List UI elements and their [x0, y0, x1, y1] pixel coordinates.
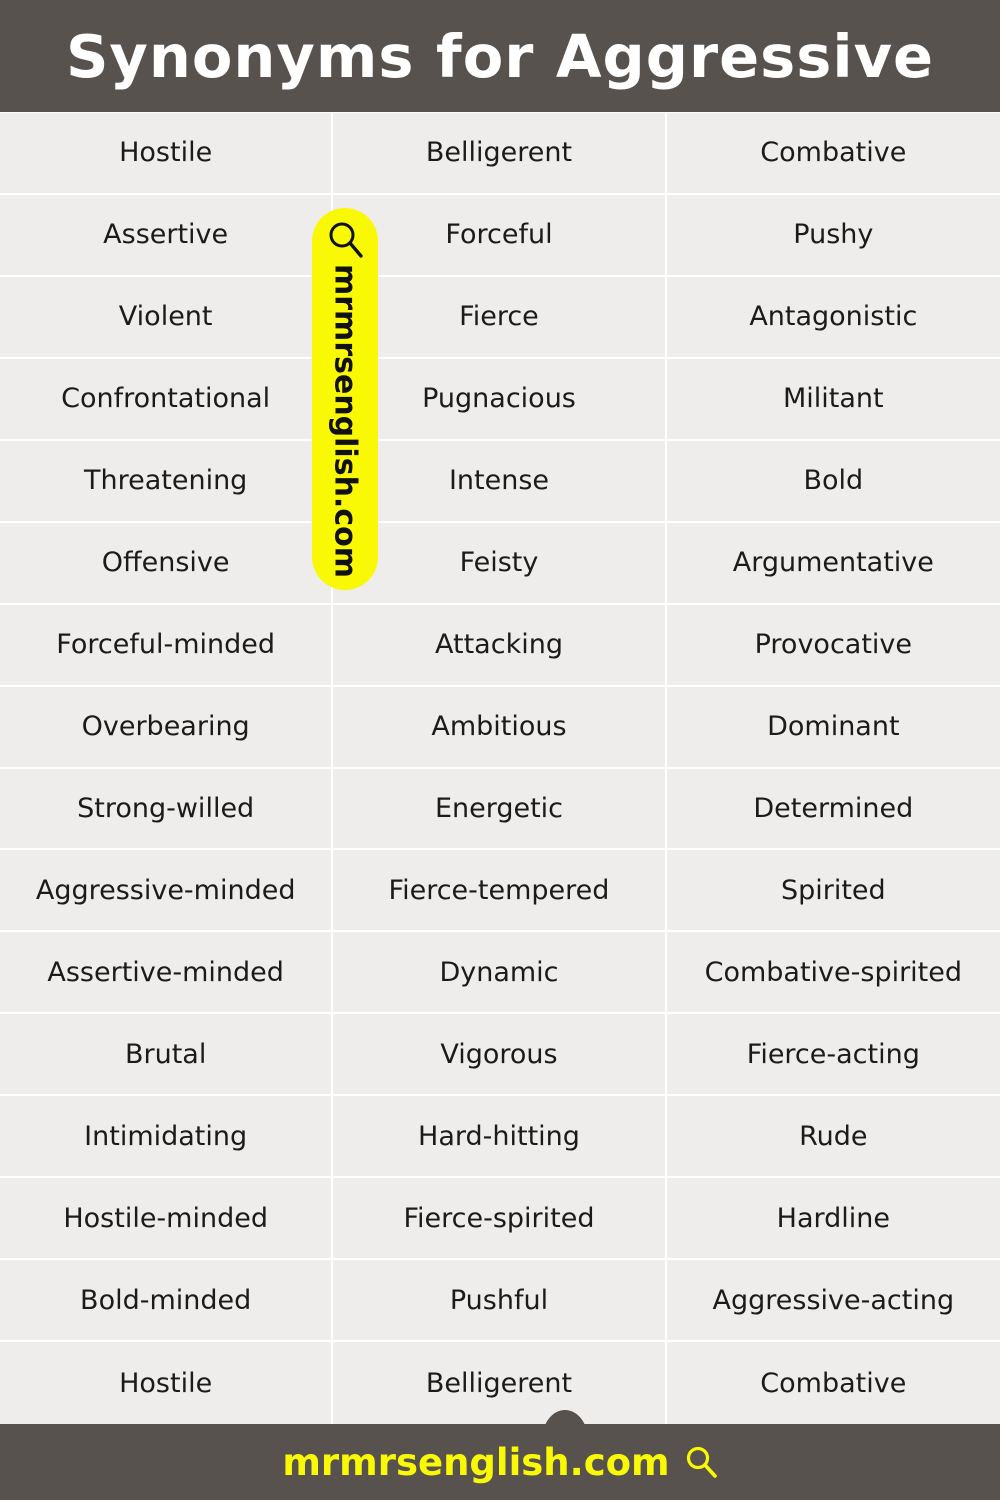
synonym-cell: Energetic	[333, 769, 666, 851]
search-icon	[684, 1445, 718, 1479]
synonym-cell: Forceful-minded	[0, 605, 333, 687]
synonym-cell: Assertive	[0, 195, 333, 277]
synonym-cell: Confrontational	[0, 359, 333, 441]
synonym-cell: Hostile	[0, 1342, 333, 1424]
synonym-cell: Rude	[667, 1096, 1000, 1178]
synonym-cell: Hostile	[0, 113, 333, 195]
synonym-cell: Antagonistic	[667, 277, 1000, 359]
synonym-cell: Argumentative	[667, 523, 1000, 605]
synonym-cell: Overbearing	[0, 687, 333, 769]
synonym-cell: Forceful	[333, 195, 666, 277]
table-row	[0, 605, 1000, 687]
synonym-cell: Hard-hitting	[333, 1096, 666, 1178]
synonym-cell: Bold-minded	[0, 1260, 333, 1342]
synonym-cell: Fierce	[333, 277, 666, 359]
synonym-cell: Combative-spirited	[667, 932, 1000, 1014]
synonym-cell: Hardline	[667, 1178, 1000, 1260]
synonym-cell: Dominant	[667, 687, 1000, 769]
synonym-cell: Hostile-minded	[0, 1178, 333, 1260]
synonym-cell: Intimidating	[0, 1096, 333, 1178]
synonym-cell: Violent	[0, 277, 333, 359]
watermark-label: mrmrsenglish.com	[327, 264, 363, 578]
table-row	[0, 523, 1000, 605]
synonym-cell: Belligerent	[333, 113, 666, 195]
synonym-cell: Dynamic	[333, 932, 666, 1014]
synonym-cell: Combative	[667, 113, 1000, 195]
synonyms-table	[0, 112, 1000, 1424]
synonym-cell: Pugnacious	[333, 359, 666, 441]
synonym-cell: Assertive-minded	[0, 932, 333, 1014]
synonym-cell: Brutal	[0, 1014, 333, 1096]
poster-footer	[0, 1424, 1000, 1500]
synonym-cell: Ambitious	[333, 687, 666, 769]
table-row	[0, 441, 1000, 523]
table-row	[0, 1014, 1000, 1096]
synonym-cell: Pushy	[667, 195, 1000, 277]
page-title: Synonyms for Aggressive	[65, 21, 935, 91]
synonym-cell: Provocative	[667, 605, 1000, 687]
synonym-cell: Intense	[333, 441, 666, 523]
synonym-cell: Fierce-acting	[667, 1014, 1000, 1096]
synonym-cell: Determined	[667, 769, 1000, 851]
table-row	[0, 769, 1000, 851]
table-row	[0, 932, 1000, 1014]
synonym-cell: Attacking	[333, 605, 666, 687]
poster-header	[0, 0, 1000, 112]
synonym-cell: Offensive	[0, 523, 333, 605]
table-row	[0, 1342, 1000, 1424]
synonym-cell: Bold	[667, 441, 1000, 523]
watermark-badge	[312, 208, 378, 590]
synonym-cell: Vigorous	[333, 1014, 666, 1096]
synonym-cell: Threatening	[0, 441, 333, 523]
synonym-cell: Fierce-tempered	[333, 850, 666, 932]
synonym-cell: Belligerent	[333, 1342, 666, 1424]
synonym-cell: Aggressive-acting	[667, 1260, 1000, 1342]
synonym-cell: Fierce-spirited	[333, 1178, 666, 1260]
table-row	[0, 195, 1000, 277]
footer-website-label: mrmrsenglish.com	[282, 1440, 670, 1484]
table-row	[0, 277, 1000, 359]
table-row	[0, 359, 1000, 441]
synonym-cell: Strong-willed	[0, 769, 333, 851]
table-row	[0, 113, 1000, 195]
table-row	[0, 687, 1000, 769]
synonym-cell: Aggressive-minded	[0, 850, 333, 932]
search-icon	[325, 220, 365, 260]
table-row	[0, 1178, 1000, 1260]
synonym-cell: Militant	[667, 359, 1000, 441]
synonym-cell: Combative	[667, 1342, 1000, 1424]
table-row	[0, 1096, 1000, 1178]
synonym-cell: Pushful	[333, 1260, 666, 1342]
table-row	[0, 850, 1000, 932]
table-row	[0, 1260, 1000, 1342]
synonym-cell: Spirited	[667, 850, 1000, 932]
synonym-cell: Feisty	[333, 523, 666, 605]
